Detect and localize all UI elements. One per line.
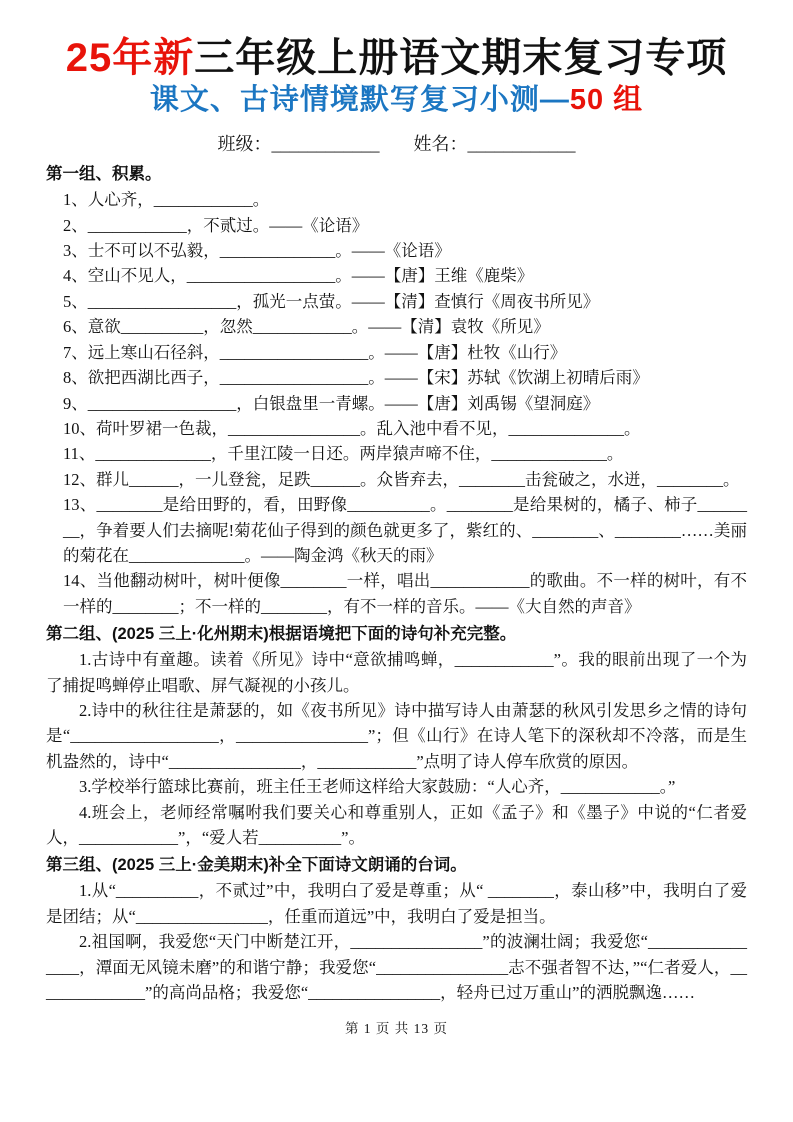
page-title — [46, 34, 747, 82]
question-item: 7、远上寒山石径斜，__________________。——【唐】杜牧《山行》 — [63, 342, 567, 362]
question-item: 6、意欲__________，忽然____________。——【清】袁牧《所见》 — [63, 317, 550, 337]
question-item: 8、欲把西湖比西子，__________________。——【宋】苏轼《饮湖上初晴后雨》 — [63, 368, 649, 388]
section-2-heading: 第二组、(2025 三上·化州期末)根据语境把下面的诗句补充完整。 — [46, 625, 517, 644]
question-item: 2.祖国啊，我爱您“天门中断楚江开，________________”的波澜壮阔；我爱您“________________，潭面无风镜未磨”的和谐宁静；我爱您“________________志不强者智不达，”“仁者爱人，______________”的高尚品格；我爱您“________________，轻舟已过万重山”的洒脱飘逸…… — [46, 932, 747, 1003]
question-item: 3.学校举行篮球比赛前，班主任王老师这样给大家鼓励：“人心齐，____________。” — [79, 777, 676, 797]
section-1-heading: 第一组、积累。 — [46, 165, 162, 184]
name-blank: ____________ — [467, 134, 576, 155]
class-label: 班级： — [217, 134, 272, 155]
question-item: 12、群儿______，一儿登瓮，足跌______。众皆弃去，________击瓮破之，水迸，________。 — [63, 469, 740, 489]
question-item: 1.从“__________，不贰过”中，我明白了爱是尊重；从“ ________，泰山移”中，我明白了爱是团结；从“________________，任重而道远”中，我明白了爱是担当。 — [46, 881, 747, 926]
title-black-part: 三年级上册语文期末复习专项 — [194, 36, 728, 80]
section-3 — [46, 853, 747, 1005]
page-footer: 第 1 页 共 13 页 — [344, 1021, 449, 1037]
question-item: 2、____________，不贰过。——《论语》 — [63, 215, 369, 235]
name-label: 姓名： — [413, 134, 468, 155]
subtitle-blue-part: 课文、古诗情境默写复习小测— — [149, 84, 570, 116]
class-blank: ____________ — [271, 134, 380, 155]
page-subtitle — [46, 82, 747, 118]
question-item: 5、__________________，孤光一点萤。——【清】查慎行《周夜书所见》 — [63, 291, 600, 311]
question-item: 4.班会上，老师经常嘱咐我们要关心和尊重别人，正如《孟子》和《墨子》中说的“仁者爱人，____________”，“爱人若__________”。 — [46, 802, 747, 847]
section-2 — [46, 622, 747, 850]
question-item: 14、当他翻动树叶，树叶便像________一样，唱出____________的歌曲。不一样的树叶，有不一样的________；不一样的________，有不一样的音乐。——《大自然的声音》 — [63, 571, 747, 616]
question-item: 11、______________，千里江陵一日还。两岸猿声啼不住，______________。 — [63, 444, 624, 464]
question-item: 2.诗中的秋往往是萧瑟的，如《夜书所见》诗中描写诗人由萧瑟的秋风引发思乡之情的诗句是“__________________，________________”；但《山行》在诗人笔下的深秋却不冷落，而是生机盎然的，诗中“________________，____________”点明了诗人停车欣赏的原因。 — [46, 700, 747, 771]
section-1 — [46, 162, 747, 619]
question-item: 3、士不可以不弘毅，______________。——《论语》 — [63, 241, 451, 261]
student-info-row — [46, 130, 747, 156]
question-item: 13、________是给田野的，看，田野像__________。________是给果树的，橘子、柿子________，争着要人们去摘呢!菊花仙子得到的颜色就更多了，紫红的、________、________……美丽的菊花在______________。——陶金鸿《秋天的雨》 — [63, 495, 747, 565]
question-item: 1.古诗中有童趣。读着《所见》诗中“意欲捕鸣蝉，____________”。我的眼前出现了一个为了捕捉鸣蝉停止唱歌、屏气凝视的小孩儿。 — [46, 650, 747, 695]
question-item: 10、荷叶罗裙一色裁，________________。乱入池中看不见，______________。 — [63, 418, 641, 438]
title-red-part: 25年新 — [65, 36, 195, 80]
subtitle-red-part: 50 组 — [569, 84, 644, 116]
section-3-heading: 第三组、(2025 三上·金美期末)补全下面诗文朗诵的台词。 — [46, 856, 467, 875]
question-item: 1、人心齐，____________。 — [63, 190, 270, 210]
question-item: 9、__________________，白银盘里一青螺。——【唐】刘禹锡《望洞庭》 — [63, 393, 600, 413]
question-item: 4、空山不见人，__________________。——【唐】王维《鹿柴》 — [63, 266, 534, 286]
